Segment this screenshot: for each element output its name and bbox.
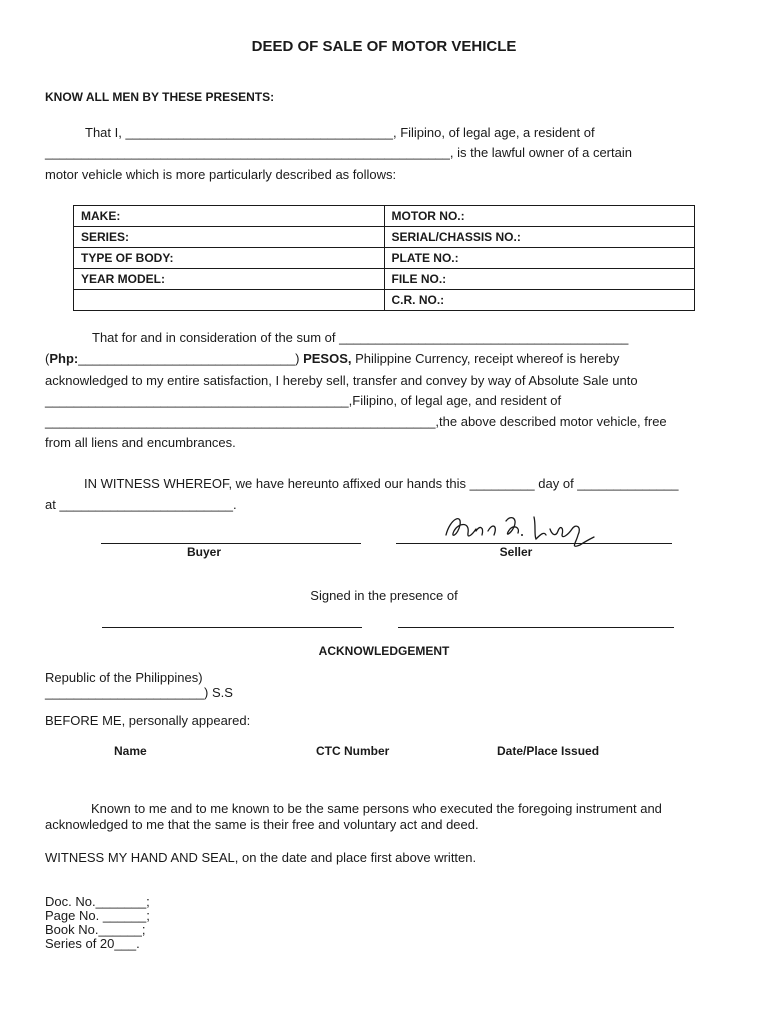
table-row bbox=[74, 227, 695, 248]
make-cell: MAKE: bbox=[74, 206, 385, 227]
cr-no-cell: C.R. NO.: bbox=[384, 290, 695, 311]
venue-line-2: ______________________) S.S bbox=[45, 685, 233, 700]
buyer-label: Buyer bbox=[186, 545, 221, 559]
preamble: KNOW ALL MEN BY THESE PRESENTS: bbox=[45, 90, 275, 104]
column-ctc: CTC Number bbox=[316, 744, 390, 758]
witness-place-line: at ________________________. bbox=[45, 497, 237, 512]
acknowledgement-heading: ACKNOWLEDGEMENT bbox=[318, 644, 450, 658]
doc-no: Doc. No._______; bbox=[45, 894, 150, 909]
table-row bbox=[74, 290, 695, 311]
witness2-signature-line bbox=[398, 627, 674, 628]
series-no: Series of 20___. bbox=[45, 936, 140, 951]
residence-line: ________________________________________________________, is the lawful owner of a certain bbox=[45, 145, 632, 160]
venue-line-1: Republic of the Philippines) bbox=[45, 670, 203, 685]
table-row bbox=[74, 206, 695, 227]
owner-line: That I, _____________________________________, Filipino, of legal age, a resident of bbox=[85, 125, 595, 140]
table-row bbox=[74, 269, 695, 290]
table-row bbox=[74, 248, 695, 269]
known-line-2: acknowledged to me that the same is their free and voluntary act and deed. bbox=[45, 817, 479, 832]
document-title: DEED OF SALE OF MOTOR VEHICLE bbox=[251, 38, 517, 55]
buyer-line: __________________________________________,Filipino, of legal age, and resident of bbox=[45, 393, 562, 408]
buyer-signature-line bbox=[101, 543, 361, 544]
buyer-residence-line: ______________________________________________________,the above described motor vehicle, free bbox=[45, 414, 667, 429]
amount-open: ( bbox=[45, 351, 50, 366]
file-no-cell: FILE NO.: bbox=[384, 269, 695, 290]
witness-line: IN WITNESS WHEREOF, we have hereunto affixed our hands this _________ day of ______________ bbox=[84, 476, 679, 491]
amount-blank: ______________________________) bbox=[78, 351, 300, 366]
series-cell: SERIES: bbox=[74, 227, 385, 248]
witness1-signature-line bbox=[102, 627, 362, 628]
consideration-line: That for and in consideration of the sum of ________________________________________ bbox=[92, 330, 629, 345]
book-no: Book No.______; bbox=[45, 922, 146, 937]
column-date-place: Date/Place Issued bbox=[497, 744, 600, 758]
column-name: Name bbox=[114, 744, 147, 758]
before-me-text: BEFORE ME, personally appeared: bbox=[45, 713, 251, 728]
empty-cell bbox=[74, 290, 385, 311]
page-no: Page No. ______; bbox=[45, 908, 150, 923]
amount-rest: Philippine Currency, receipt whereof is hereby bbox=[351, 351, 620, 366]
vehicle-details-table bbox=[73, 205, 695, 311]
year-model-cell: YEAR MODEL: bbox=[74, 269, 385, 290]
sale-line: acknowledged to my entire satisfaction, I hereby sell, transfer and convey by way of Absolute Sale unto bbox=[45, 373, 638, 388]
known-line-1: Known to me and to me known to be the same persons who executed the foregoing instrument and bbox=[91, 801, 662, 816]
amount-line bbox=[45, 351, 619, 367]
pesos-label: PESOS, bbox=[299, 351, 352, 366]
chassis-no-cell: SERIAL/CHASSIS NO.: bbox=[384, 227, 695, 248]
php-label: Php: bbox=[49, 351, 79, 366]
plate-no-cell: PLATE NO.: bbox=[384, 248, 695, 269]
seller-label: Seller bbox=[499, 545, 533, 559]
liens-line: from all liens and encumbrances. bbox=[45, 435, 236, 450]
body-type-cell: TYPE OF BODY: bbox=[74, 248, 385, 269]
motor-no-cell: MOTOR NO.: bbox=[384, 206, 695, 227]
presence-text: Signed in the presence of bbox=[310, 588, 458, 603]
witness-hand-seal: WITNESS MY HAND AND SEAL, on the date and place first above written. bbox=[45, 850, 477, 865]
seller-signature-line bbox=[396, 543, 672, 544]
description-intro: motor vehicle which is more particularly described as follows: bbox=[45, 167, 397, 182]
